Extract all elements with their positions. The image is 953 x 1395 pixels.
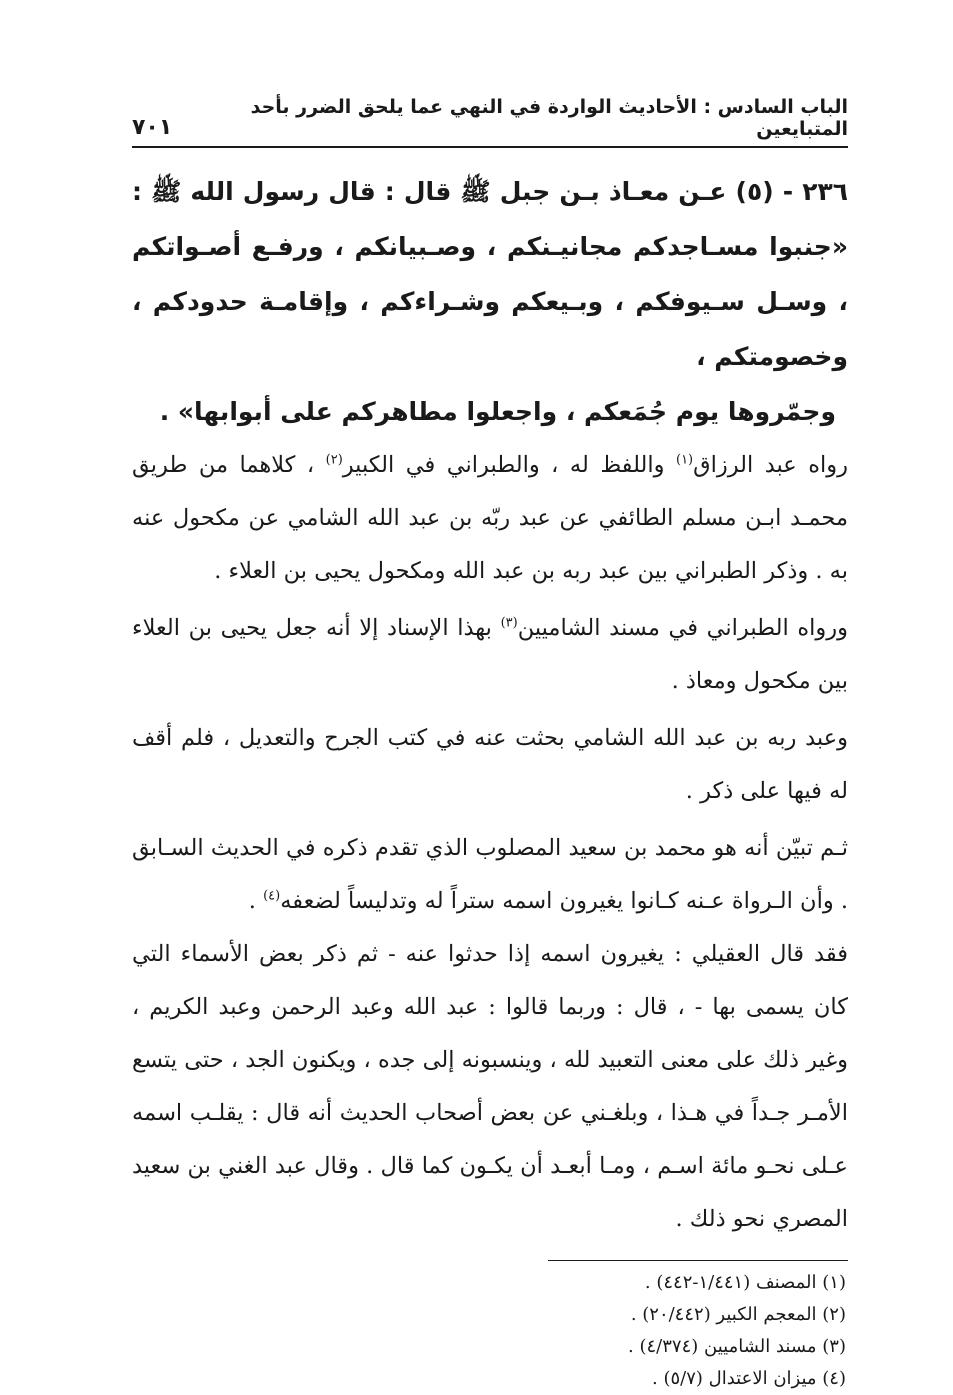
footnote-ref: (٣)	[500, 615, 518, 631]
hadith-line: مسـاجدكم مجانيـنكم ، وصـبيانكم ، ورفـع أصـواتكم ، وسـل	[132, 232, 848, 316]
footnote-ref: (٢)	[325, 452, 343, 468]
paragraph-abd-rabbih: وعبد ربه بن عبد الله الشامي بحثت عنه في كتب الجرح والتعديل ، فلم أقف له فيها على ذكر .	[132, 725, 848, 804]
footnote-divider	[548, 1260, 848, 1261]
book-page	[132, 96, 848, 1395]
footnote-item: (٣) مسند الشاميين (٤/٣٧٤) .	[628, 1336, 846, 1357]
chapter-title: الباب السادس : الأحاديث الواردة في النهي عما يلحق الضرر بأحد المتبايعين	[250, 96, 848, 140]
paragraph-uqayli: فقد قال العقيلي : يغيرون اسمه إذا حدثوا عنه - ثم ذكر بعض الأسماء التي كان يسمى بها - ، قال : وربما قالوا : عبد الله وعبد الرحمن وعبد الكريم ، وغير ذلك على معنى التعبيد لله ، وينسبونه إلى جده ، ويكنون الجد ، حتى يتسع الأمـر جـداً في هـذا ، وبلغـني عن بعض أصحاب الحديث أنه قال : يقلـب اسمه عـلى نحـو مائة اسـم ، ومـا أبعـد أن يكـون كما قال . وقال عبد الغني بن سعيد المصري نحو ذلك .	[132, 941, 848, 1232]
hadith-line: ٢٣٦ - (٥) عـن معـاذ بـن جبل ﷺ قال : قال رسول الله ﷺ : «جنبوا	[132, 177, 848, 261]
footnote-item: (٢) المعجم الكبير (٢٠/٤٤٢) .	[630, 1304, 846, 1325]
footnote-item: (٤) ميزان الاعتدال (٥/٧) .	[652, 1368, 846, 1389]
footnote-ref: (١)	[675, 452, 694, 468]
hadith-text	[132, 164, 848, 439]
paragraph-takhrij: رواه عبد الرزاق$^{(١)}$ واللفظ له ، والطبراني في الكبير$^{(٢)}$ ، كلاهما من طريق محمـد ابـن مسلم الطائفي عن عبد ربّه بن عبد الله الشامي عن مكحول عنه به . وذكر الطبراني بين عبد ربه بن عبد الله ومكحول يحيى بن العلاء .	[132, 452, 848, 584]
hadith-last-line: وجمّروها يوم جُمَعكم ، واجعلوا مطاهركم على أبوابها» .	[159, 397, 836, 426]
hadith-line: سـيوفكم ، وبـيعكم وشـراءكم ، وإقامـة حدودكم ، وخصومتكم ،	[132, 287, 848, 371]
footnote-item: (١) المصنف (١/٤٤١-٤٤٢) .	[644, 1272, 846, 1293]
footnotes	[132, 1267, 848, 1395]
page-number: ٧٠١	[132, 115, 173, 140]
paragraph-identification: ثـم تبيّن أنه هو محمد بن سعيد المصلوب الذي تقدم ذكره في الحديث السـابق . وأن الـرواة عـنه كـانوا يغيرون اسمه ستراً له وتدليساً لضعفه$^{(٤)}$ .	[132, 835, 848, 914]
running-header	[132, 96, 848, 148]
footnote-ref: (٤)	[263, 888, 281, 904]
paragraph-shamiyyin: ورواه الطبراني في مسند الشاميين$^{(٣)}$ بهذا الإسناد إلا أنه جعل يحيى بن العلاء بين مكحول ومعاذ .	[132, 615, 848, 694]
